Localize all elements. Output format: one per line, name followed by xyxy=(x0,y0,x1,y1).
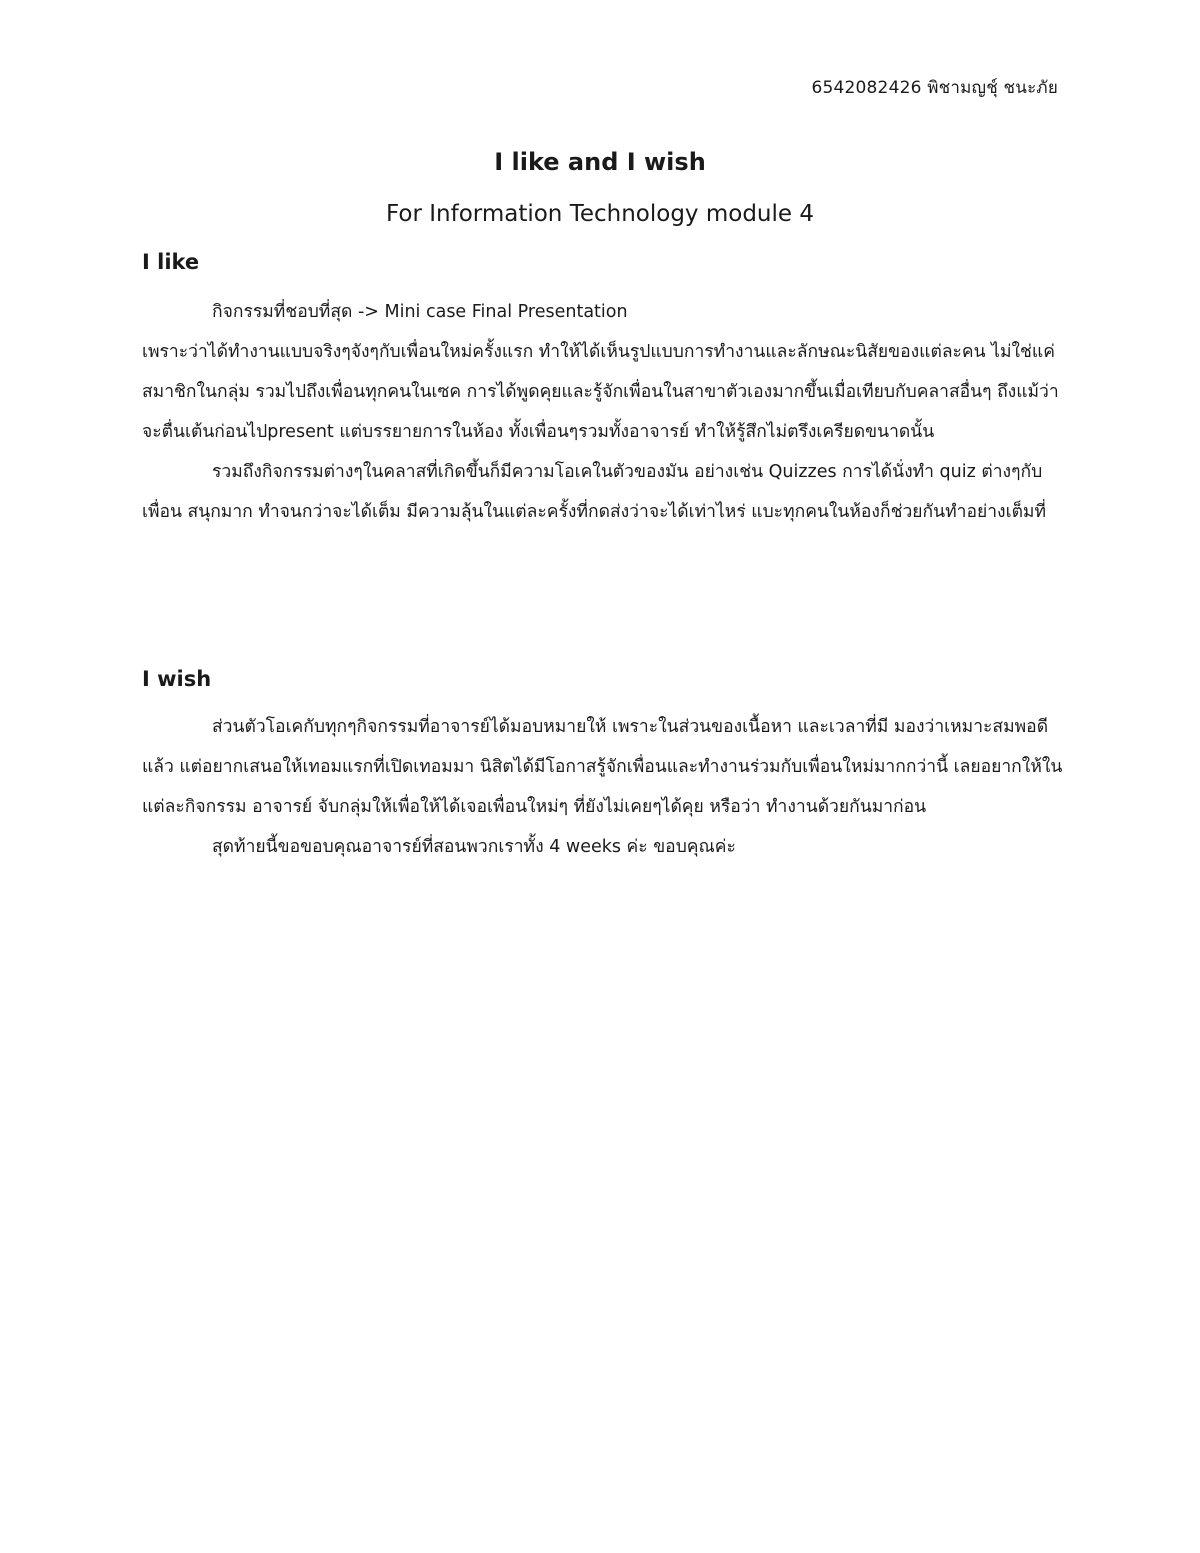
document-subtitle: For Information Technology module 4 xyxy=(386,201,814,227)
i-like-paragraph-2: รวมถึงกิจกรรมต่างๆในคลาสที่เกิดขึ้นก็มีความโอเคในตัวของมัน อย่างเช่น Quizzes การได้นั่งทำ quiz ต่างๆกับเพื่อน สนุกมาก ทำจนกว่าจะได้เต็ม มีความลุ้นในแต่ละครั้งที่กดส่งว่าจะได้เท่าไหร่ แบะทุกคนในห้องก็ช่วยกันทำอย่างเต็มที่ xyxy=(142,462,1047,522)
author-line: 6542082426 พิชามญชุ์ ชนะภัย xyxy=(811,78,1058,98)
i-wish-paragraph-1: ส่วนตัวโอเคกับทุกๆกิจกรรมที่อาจารย์ได้มอบหมายให้ เพราะในส่วนของเนื้อหา และเวลาที่มี มองว่าเหมาะสมพอดีแล้ว แต่อยากเสนอให้เทอมแรกที่เปิดเทอมมา นิสิตได้มีโอกาสรู้จักเพื่อนและทำงานร่วมกับเพื่อนใหม่มากกว่านี้ เลยอยากให้ในแต่ละกิจกรรม อาจารย์ จับกลุ่มให้เพื่อให้ได้เจอเพื่อนใหม่ๆ ที่ยังไม่เคยๆได้คุย หรือว่า ทำงานด้วยกันมาก่อน xyxy=(142,717,1063,817)
favorite-activity-line: กิจกรรมที่ชอบที่สุด -> Mini case Final Presentation xyxy=(212,302,628,322)
document-title: I like and I wish xyxy=(494,148,706,176)
i-like-section-body xyxy=(142,292,1067,532)
i-wish-heading: I wish xyxy=(142,667,212,691)
i-like-heading: I like xyxy=(142,250,200,274)
closing-line: สุดท้ายนี้ขอขอบคุณอาจารย์ที่สอนพวกเราทั้ง 4 weeks ค่ะ ขอบคุณค่ะ xyxy=(212,837,736,857)
i-like-paragraph-1: เพราะว่าได้ทำงานแบบจริงๆจังๆกับเพื่อนใหม่ครั้งแรก ทำให้ได้เห็นรูปแบบการทำงานและลักษณะนิสัยของแต่ละคน ไม่ใช่แค่สมาชิกในกลุ่ม รวมไปถึงเพื่อนทุกคนในเซค การได้พูดคุยและรู้จักเพื่อนในสาขาตัวเองมากขึ้นเมื่อเทียบกับคลาสอื่นๆ ถึงแม้ว่าจะตื่นเต้นก่อนไปpresent แต่บรรยายการในห้อง ทั้งเพื่อนๆรวมทั้งอาจารย์ ทำให้รู้สึกไม่ตรึงเครียดขนาดนั้น xyxy=(142,342,1059,442)
i-wish-section-body xyxy=(142,707,1067,867)
